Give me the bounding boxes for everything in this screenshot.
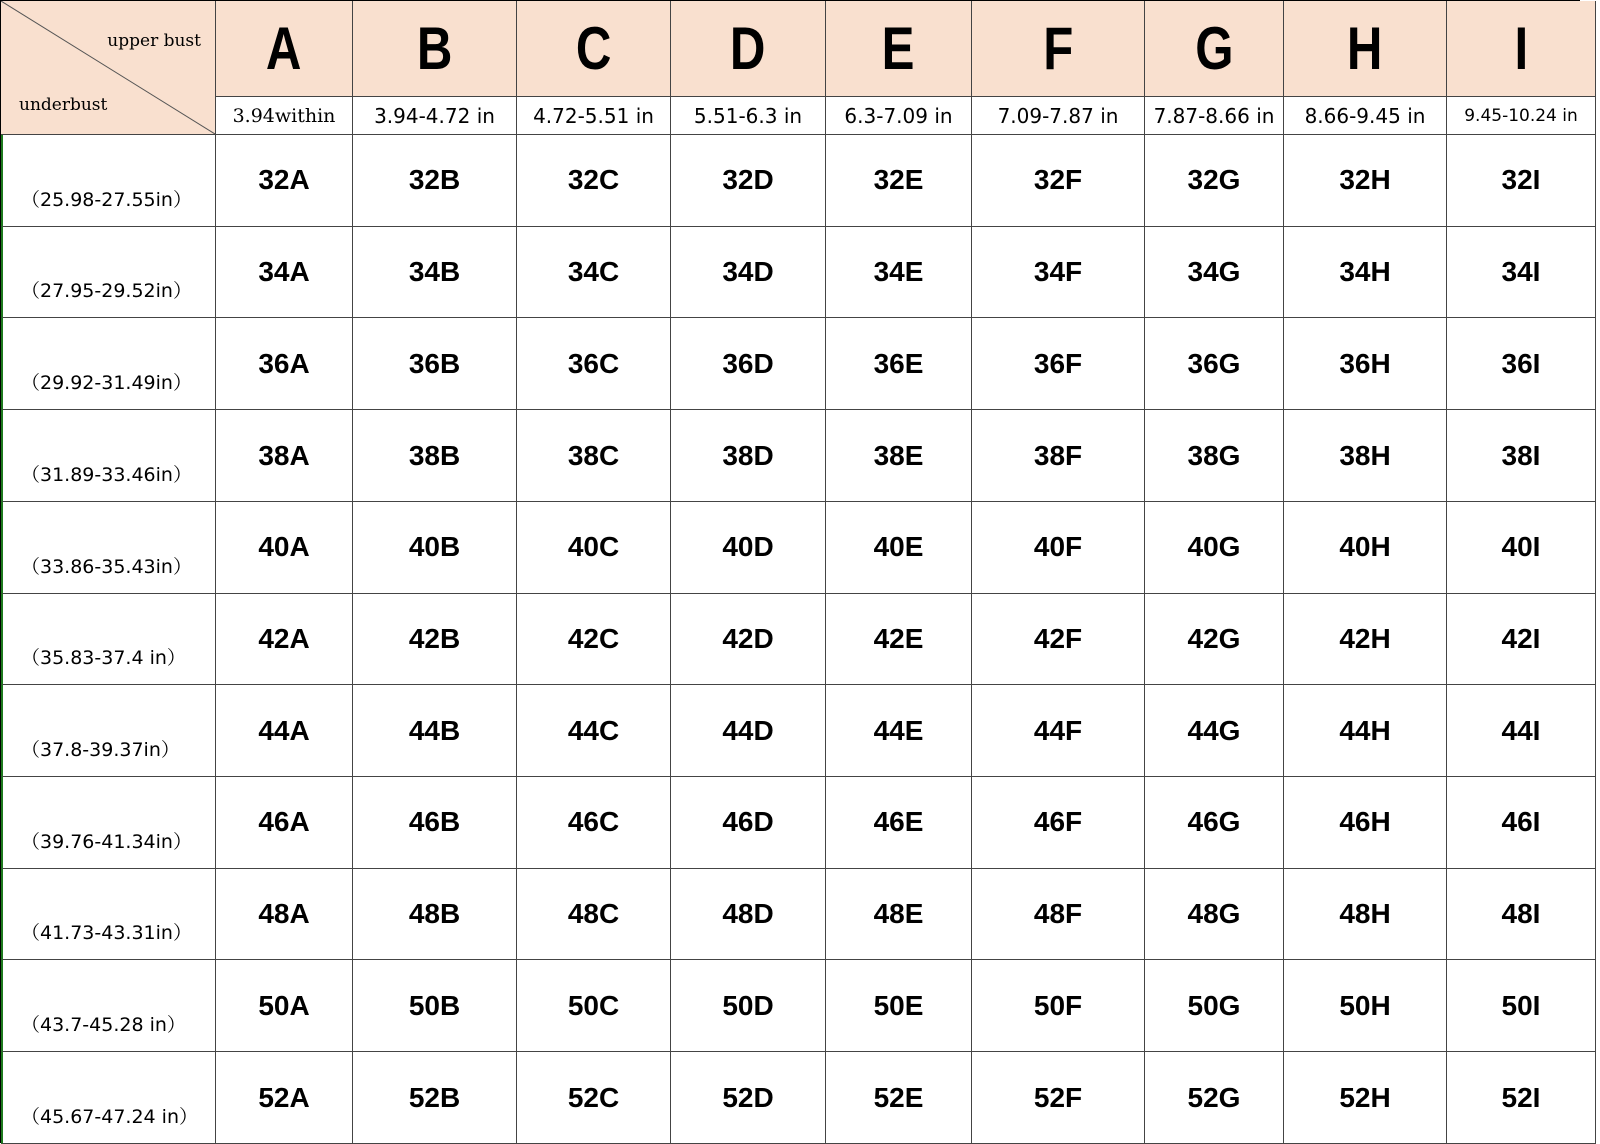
size-cell: 38E	[826, 410, 972, 502]
cup-letter: G	[1194, 15, 1234, 82]
size-cell: 46A	[216, 777, 353, 869]
size-cell: 42A	[216, 594, 353, 686]
size-cell: 40G	[1145, 502, 1284, 594]
size-cell: 36A	[216, 318, 353, 410]
size-cell: 44I	[1447, 685, 1596, 777]
cup-range-f: 7.09-7.87 in	[972, 97, 1145, 135]
size-cell: 38I	[1447, 410, 1596, 502]
size-cell: 32E	[826, 135, 972, 227]
size-cell: 48E	[826, 869, 972, 961]
size-cell: 42C	[517, 594, 671, 686]
size-cell: 44H	[1284, 685, 1447, 777]
cup-letter: D	[730, 15, 766, 82]
size-cell: 36I	[1447, 318, 1596, 410]
size-cell: 40H	[1284, 502, 1447, 594]
size-cell: 52I	[1447, 1052, 1596, 1144]
size-cell: 34I	[1447, 227, 1596, 319]
size-cell: 36B	[353, 318, 517, 410]
size-cell: 46F	[972, 777, 1145, 869]
size-cell: 44G	[1145, 685, 1284, 777]
cup-letter: C	[575, 15, 612, 82]
underbust-range-label: （33.86-35.43in）	[1, 502, 216, 594]
corner-header	[1, 1, 216, 135]
size-cell: 44B	[353, 685, 517, 777]
cup-range-h: 8.66-9.45 in	[1284, 97, 1447, 135]
size-cell: 38D	[671, 410, 826, 502]
underbust-label: underbust	[19, 95, 108, 115]
size-cell: 48F	[972, 869, 1145, 961]
size-cell: 42H	[1284, 594, 1447, 686]
underbust-range-label: （35.83-37.4 in）	[1, 594, 216, 686]
size-cell: 38F	[972, 410, 1145, 502]
size-cell: 36C	[517, 318, 671, 410]
size-cell: 34H	[1284, 227, 1447, 319]
cup-header-e	[826, 1, 972, 97]
underbust-range-label: （29.92-31.49in）	[1, 318, 216, 410]
size-cell: 36E	[826, 318, 972, 410]
size-cell: 42E	[826, 594, 972, 686]
size-cell: 46B	[353, 777, 517, 869]
size-cell: 38A	[216, 410, 353, 502]
cup-range-g: 7.87-8.66 in	[1145, 97, 1284, 135]
size-cell: 42B	[353, 594, 517, 686]
size-cell: 48G	[1145, 869, 1284, 961]
size-cell: 50I	[1447, 960, 1596, 1052]
underbust-range-label: （39.76-41.34in）	[1, 777, 216, 869]
size-cell: 32C	[517, 135, 671, 227]
size-cell: 38B	[353, 410, 517, 502]
size-cell: 32I	[1447, 135, 1596, 227]
cup-header-h	[1284, 1, 1447, 97]
cup-range-e: 6.3-7.09 in	[826, 97, 972, 135]
size-cell: 40I	[1447, 502, 1596, 594]
size-cell: 42D	[671, 594, 826, 686]
size-cell: 32H	[1284, 135, 1447, 227]
underbust-range-label: （41.73-43.31in）	[1, 869, 216, 961]
cup-header-c	[517, 1, 671, 97]
size-cell: 52D	[671, 1052, 826, 1144]
size-cell: 52H	[1284, 1052, 1447, 1144]
size-cell: 40B	[353, 502, 517, 594]
cup-letter: B	[416, 15, 453, 82]
size-cell: 46C	[517, 777, 671, 869]
size-cell: 44E	[826, 685, 972, 777]
size-cell: 52B	[353, 1052, 517, 1144]
size-cell: 44F	[972, 685, 1145, 777]
size-cell: 48H	[1284, 869, 1447, 961]
size-cell: 48C	[517, 869, 671, 961]
size-cell: 40F	[972, 502, 1145, 594]
cup-letter: A	[266, 15, 302, 82]
size-cell: 52E	[826, 1052, 972, 1144]
size-cell: 52C	[517, 1052, 671, 1144]
cup-header-a	[216, 1, 353, 97]
size-cell: 32D	[671, 135, 826, 227]
size-cell: 34G	[1145, 227, 1284, 319]
size-cell: 40A	[216, 502, 353, 594]
size-cell: 42I	[1447, 594, 1596, 686]
size-cell: 38C	[517, 410, 671, 502]
size-cell: 34C	[517, 227, 671, 319]
size-cell: 40C	[517, 502, 671, 594]
size-cell: 50B	[353, 960, 517, 1052]
cup-header-g	[1145, 1, 1284, 97]
size-cell: 36F	[972, 318, 1145, 410]
size-cell: 52A	[216, 1052, 353, 1144]
size-cell: 48I	[1447, 869, 1596, 961]
size-cell: 42G	[1145, 594, 1284, 686]
cup-header-i	[1447, 1, 1596, 97]
size-cell: 40D	[671, 502, 826, 594]
size-cell: 44D	[671, 685, 826, 777]
underbust-range-label: （45.67-47.24 in）	[1, 1052, 216, 1144]
cup-letter: H	[1347, 15, 1383, 82]
size-cell: 48A	[216, 869, 353, 961]
size-cell: 34D	[671, 227, 826, 319]
size-cell: 44A	[216, 685, 353, 777]
size-cell: 50F	[972, 960, 1145, 1052]
size-cell: 46H	[1284, 777, 1447, 869]
size-cell: 34F	[972, 227, 1145, 319]
size-cell: 36D	[671, 318, 826, 410]
size-cell: 50H	[1284, 960, 1447, 1052]
size-cell: 50G	[1145, 960, 1284, 1052]
size-cell: 46E	[826, 777, 972, 869]
cup-range-a: 3.94within	[216, 97, 353, 135]
upper-bust-label: upper bust	[107, 31, 201, 51]
size-cell: 48D	[671, 869, 826, 961]
cup-range-d: 5.51-6.3 in	[671, 97, 826, 135]
size-cell: 46G	[1145, 777, 1284, 869]
size-cell: 34A	[216, 227, 353, 319]
underbust-range-label: （27.95-29.52in）	[1, 227, 216, 319]
cup-letter: F	[1042, 15, 1074, 82]
size-cell: 46I	[1447, 777, 1596, 869]
size-cell: 52F	[972, 1052, 1145, 1144]
size-cell: 32A	[216, 135, 353, 227]
size-cell: 32B	[353, 135, 517, 227]
size-cell: 52G	[1145, 1052, 1284, 1144]
cup-header-f	[972, 1, 1145, 97]
size-cell: 50D	[671, 960, 826, 1052]
size-cell: 32G	[1145, 135, 1284, 227]
size-cell: 34E	[826, 227, 972, 319]
size-cell: 42F	[972, 594, 1145, 686]
size-cell: 34B	[353, 227, 517, 319]
size-cell: 40E	[826, 502, 972, 594]
cup-range-i: 9.45-10.24 in	[1447, 97, 1596, 135]
size-cell: 50C	[517, 960, 671, 1052]
cup-header-d	[671, 1, 826, 97]
size-cell: 38H	[1284, 410, 1447, 502]
cup-range-c: 4.72-5.51 in	[517, 97, 671, 135]
cup-letter: E	[882, 15, 915, 82]
size-cell: 48B	[353, 869, 517, 961]
size-cell: 32F	[972, 135, 1145, 227]
size-cell: 50A	[216, 960, 353, 1052]
size-cell: 36G	[1145, 318, 1284, 410]
size-cell: 36H	[1284, 318, 1447, 410]
size-cell: 50E	[826, 960, 972, 1052]
size-cell: 38G	[1145, 410, 1284, 502]
cup-letter: I	[1514, 15, 1528, 82]
underbust-range-label: （37.8-39.37in）	[1, 685, 216, 777]
underbust-range-label: （31.89-33.46in）	[1, 410, 216, 502]
size-cell: 46D	[671, 777, 826, 869]
size-cell: 44C	[517, 685, 671, 777]
underbust-range-label: （43.7-45.28 in）	[1, 960, 216, 1052]
cup-header-b	[353, 1, 517, 97]
cup-range-b: 3.94-4.72 in	[353, 97, 517, 135]
underbust-range-label: （25.98-27.55in）	[1, 135, 216, 227]
